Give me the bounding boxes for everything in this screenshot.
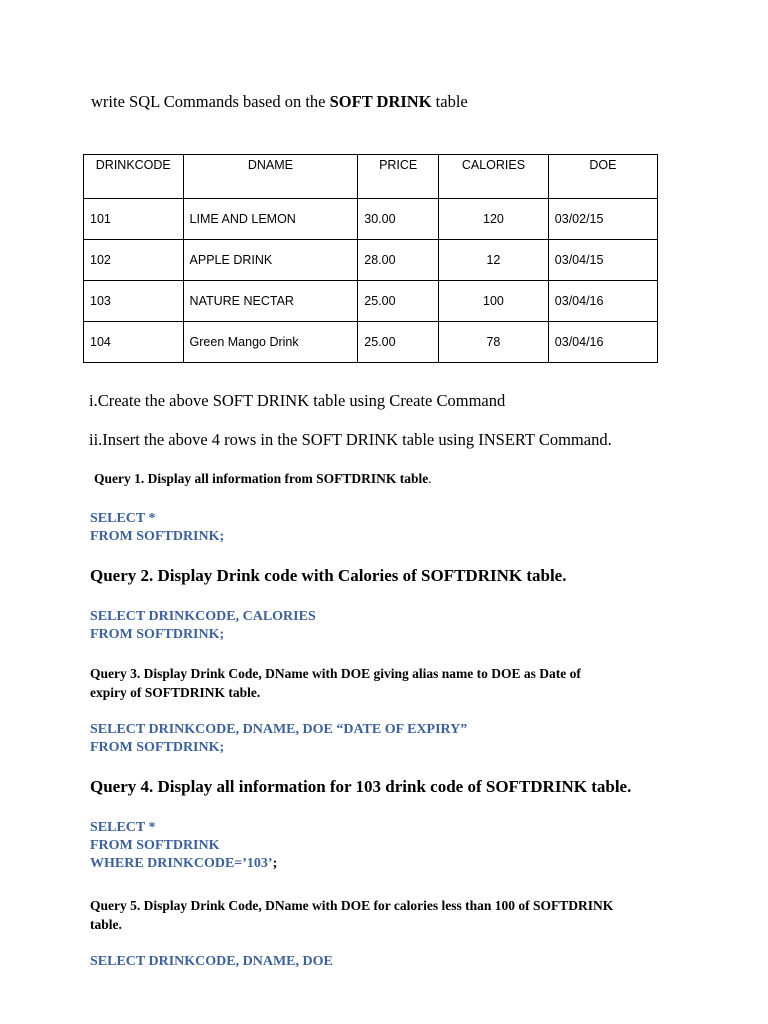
intro-suffix: table bbox=[431, 92, 468, 111]
cell-doe: 03/04/16 bbox=[548, 281, 657, 322]
sql-line: SELECT * bbox=[90, 511, 156, 526]
intro-prefix: write SQL Commands based on the bbox=[91, 92, 330, 111]
sql-where-text: WHERE DRINKCODE=’103’ bbox=[90, 856, 273, 871]
query-2-title: Query 2. Display Drink code with Calories of SOFTDRINK table. bbox=[90, 566, 567, 585]
query-3-sql bbox=[90, 721, 467, 757]
query-1-sql bbox=[90, 510, 224, 546]
table-row bbox=[84, 322, 658, 363]
query-3-title-line2: expiry of SOFTDRINK table. bbox=[90, 685, 261, 700]
cell-calories: 12 bbox=[439, 240, 549, 281]
sql-line: FROM SOFTDRINK; bbox=[90, 627, 225, 642]
intro-line bbox=[91, 92, 468, 112]
header-doe: DOE bbox=[548, 155, 657, 199]
cell-calories: 78 bbox=[439, 322, 549, 363]
cell-doe: 03/04/16 bbox=[548, 322, 657, 363]
header-price: PRICE bbox=[358, 155, 439, 199]
query-3-title bbox=[90, 664, 581, 702]
instruction-create: i.Create the above SOFT DRINK table using Create Command bbox=[89, 391, 506, 410]
query-1-title bbox=[94, 471, 432, 487]
cell-dname: NATURE NECTAR bbox=[183, 281, 358, 322]
query-3-title-line1: Query 3. Display Drink Code, DName with DOE giving alias name to DOE as Date of bbox=[90, 666, 581, 681]
query-1-title-text: Query 1. Display all information from SOFTDRINK table bbox=[94, 471, 429, 486]
instruction-insert: ii.Insert the above 4 rows in the SOFT DRINK table using INSERT Command. bbox=[89, 430, 612, 449]
cell-drinkcode: 104 bbox=[84, 322, 184, 363]
header-calories: CALORIES bbox=[439, 155, 549, 199]
cell-doe: 03/02/15 bbox=[548, 199, 657, 240]
cell-price: 25.00 bbox=[358, 281, 439, 322]
header-drinkcode: DRINKCODE bbox=[84, 155, 184, 199]
sql-line-where bbox=[90, 855, 277, 873]
table-row bbox=[84, 281, 658, 322]
cell-calories: 100 bbox=[439, 281, 549, 322]
cell-dname: Green Mango Drink bbox=[183, 322, 358, 363]
sql-line: SELECT * bbox=[90, 820, 156, 835]
query-5-sql bbox=[90, 953, 333, 971]
cell-calories: 120 bbox=[439, 199, 549, 240]
sql-line: SELECT DRINKCODE, CALORIES bbox=[90, 609, 316, 624]
query-4-title: Query 4. Display all information for 103 drink code of SOFTDRINK table. bbox=[90, 777, 632, 796]
sql-line: FROM SOFTDRINK; bbox=[90, 740, 225, 755]
query-2-sql bbox=[90, 608, 316, 644]
cell-price: 30.00 bbox=[358, 199, 439, 240]
table-header-row bbox=[84, 155, 658, 199]
header-dname: DNAME bbox=[183, 155, 358, 199]
query-5-title bbox=[90, 896, 613, 934]
query-5-title-line1: Query 5. Display Drink Code, DName with DOE for calories less than 100 of SOFTDRINK bbox=[90, 898, 614, 913]
cell-price: 25.00 bbox=[358, 322, 439, 363]
query-1-title-period: . bbox=[428, 471, 432, 486]
cell-price: 28.00 bbox=[358, 240, 439, 281]
query-5-title-line2: table. bbox=[90, 917, 122, 932]
sql-line: SELECT DRINKCODE, DNAME, DOE “DATE OF EXPIRY” bbox=[90, 722, 468, 737]
query-4-sql bbox=[90, 819, 277, 873]
cell-dname: LIME AND LEMON bbox=[183, 199, 358, 240]
cell-drinkcode: 103 bbox=[84, 281, 184, 322]
sql-line: FROM SOFTDRINK; bbox=[90, 529, 225, 544]
cell-doe: 03/04/15 bbox=[548, 240, 657, 281]
intro-table-name: SOFT DRINK bbox=[329, 92, 432, 111]
soft-drink-table bbox=[83, 154, 658, 363]
sql-line: SELECT DRINKCODE, DNAME, DOE bbox=[90, 954, 333, 969]
cell-dname: APPLE DRINK bbox=[183, 240, 358, 281]
cell-drinkcode: 102 bbox=[84, 240, 184, 281]
cell-drinkcode: 101 bbox=[84, 199, 184, 240]
table-row bbox=[84, 199, 658, 240]
sql-line: FROM SOFTDRINK bbox=[90, 838, 220, 853]
sql-semicolon: ; bbox=[272, 856, 278, 871]
table-row bbox=[84, 240, 658, 281]
